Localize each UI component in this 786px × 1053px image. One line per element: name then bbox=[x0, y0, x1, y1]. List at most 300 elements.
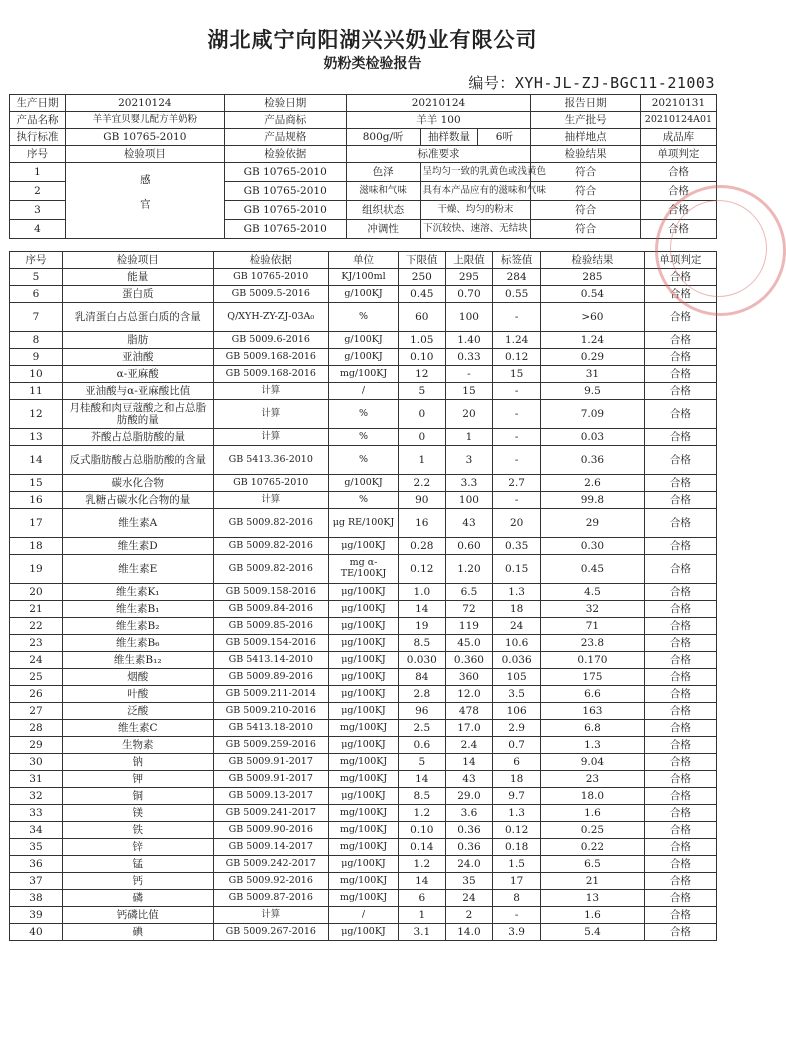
row-label-value: 1.3 bbox=[493, 584, 541, 601]
sample-qty: 6听 bbox=[495, 130, 513, 143]
company-name: 湖北咸宁向阳湖兴兴奶业有限公司 bbox=[207, 28, 538, 52]
row-lower: 1 bbox=[398, 907, 445, 924]
row-unit: μg/100KJ bbox=[329, 538, 399, 555]
row-lower: 14 bbox=[398, 771, 445, 788]
row-upper: 45.0 bbox=[445, 635, 493, 652]
row-upper: 0.36 bbox=[445, 839, 493, 856]
row-verdict: 合格 bbox=[644, 332, 716, 349]
row-unit: μg/100KJ bbox=[329, 924, 399, 941]
row-upper: 100 bbox=[445, 492, 493, 509]
row-requirement: 具有本产品应有的滋味和气味 bbox=[420, 182, 531, 201]
row-upper: 72 bbox=[445, 601, 493, 618]
row-result: 0.03 bbox=[540, 429, 644, 446]
row-no: 38 bbox=[10, 890, 63, 907]
row-label-value: 0.036 bbox=[493, 652, 541, 669]
row-result: 21 bbox=[540, 873, 644, 890]
table-row bbox=[10, 303, 717, 332]
table-row bbox=[10, 890, 717, 907]
row-label-value: 2.9 bbox=[493, 720, 541, 737]
row-result: >60 bbox=[540, 303, 644, 332]
row-label-value: 1.5 bbox=[493, 856, 541, 873]
row-unit: μg/100KJ bbox=[329, 601, 399, 618]
row-basis: GB 10765-2010 bbox=[224, 220, 346, 239]
row-verdict: 合格 bbox=[644, 383, 716, 400]
row-basis: GB 5009.211-2014 bbox=[213, 686, 329, 703]
row-upper: 2 bbox=[445, 907, 493, 924]
product-name-label: 产品名称 bbox=[10, 112, 66, 129]
row-requirement: 呈均匀一致的乳黄色或浅黄色 bbox=[420, 163, 531, 182]
row-item: 锰 bbox=[62, 856, 213, 873]
row-no: 11 bbox=[10, 383, 63, 400]
row-upper: 0.360 bbox=[445, 652, 493, 669]
table-row bbox=[10, 429, 717, 446]
row-upper: 100 bbox=[445, 303, 493, 332]
row-basis: GB 5413.14-2010 bbox=[213, 652, 329, 669]
row-unit: / bbox=[329, 907, 399, 924]
row-upper: 17.0 bbox=[445, 720, 493, 737]
row-basis: GB 5009.259-2016 bbox=[213, 737, 329, 754]
row-unit: / bbox=[329, 383, 399, 400]
col-item: 检验项目 bbox=[62, 252, 213, 269]
row-basis: GB 5009.242-2017 bbox=[213, 856, 329, 873]
row-lower: 0.14 bbox=[398, 839, 445, 856]
row-verdict: 合格 bbox=[644, 303, 716, 332]
col-result: 检验结果 bbox=[531, 146, 641, 163]
row-verdict: 合格 bbox=[644, 601, 716, 618]
row-label-value: 2.7 bbox=[493, 475, 541, 492]
row-verdict: 合格 bbox=[644, 555, 716, 584]
row-basis: 计算 bbox=[213, 429, 329, 446]
table-row bbox=[10, 446, 717, 475]
row-verdict: 合格 bbox=[644, 737, 716, 754]
row-result: 23.8 bbox=[540, 635, 644, 652]
row-lower: 96 bbox=[398, 703, 445, 720]
row-upper: 35 bbox=[445, 873, 493, 890]
row-upper: 0.33 bbox=[445, 349, 493, 366]
row-label-value: 3.9 bbox=[493, 924, 541, 941]
row-item: 生物素 bbox=[62, 737, 213, 754]
row-basis: GB 5009.82-2016 bbox=[213, 555, 329, 584]
row-verdict: 合格 bbox=[644, 873, 716, 890]
header-row-3 bbox=[10, 129, 717, 146]
row-requirement: 下沉较快、速溶、无结块 bbox=[420, 220, 531, 239]
col-verdict: 单项判定 bbox=[640, 146, 716, 163]
row-upper: 43 bbox=[445, 771, 493, 788]
row-upper: 14 bbox=[445, 754, 493, 771]
row-verdict: 合格 bbox=[644, 839, 716, 856]
table-row bbox=[10, 635, 717, 652]
standard-label: 执行标准 bbox=[10, 129, 66, 146]
col-result: 检验结果 bbox=[540, 252, 644, 269]
row-no: 40 bbox=[10, 924, 63, 941]
table-row bbox=[10, 509, 717, 538]
table-row bbox=[10, 703, 717, 720]
row-result: 4.5 bbox=[540, 584, 644, 601]
row-upper: 24.0 bbox=[445, 856, 493, 873]
row-item: 磷 bbox=[62, 890, 213, 907]
row-verdict: 合格 bbox=[644, 890, 716, 907]
row-lower: 0.45 bbox=[398, 286, 445, 303]
table-row bbox=[10, 669, 717, 686]
row-result: 5.4 bbox=[540, 924, 644, 941]
spec-label: 产品规格 bbox=[224, 129, 346, 146]
row-unit: mg/100KJ bbox=[329, 771, 399, 788]
row-upper: 1.40 bbox=[445, 332, 493, 349]
row-item: 维生素K₁ bbox=[62, 584, 213, 601]
row-verdict: 合格 bbox=[644, 822, 716, 839]
row-unit: % bbox=[329, 429, 399, 446]
spec: 800g/听 bbox=[347, 129, 420, 145]
row-basis: GB 5009.168-2016 bbox=[213, 349, 329, 366]
table-row bbox=[10, 652, 717, 669]
row-no: 29 bbox=[10, 737, 63, 754]
col-lower: 下限值 bbox=[398, 252, 445, 269]
table-row bbox=[10, 720, 717, 737]
row-upper: 3.6 bbox=[445, 805, 493, 822]
row-verdict: 合格 bbox=[644, 366, 716, 383]
row-basis: GB 5009.267-2016 bbox=[213, 924, 329, 941]
row-item: 维生素D bbox=[62, 538, 213, 555]
row-basis: GB 5009.14-2017 bbox=[213, 839, 329, 856]
row-item: 铜 bbox=[62, 788, 213, 805]
row-no: 12 bbox=[10, 400, 63, 429]
table-row bbox=[10, 538, 717, 555]
table-row bbox=[10, 555, 717, 584]
col-unit: 单位 bbox=[329, 252, 399, 269]
table-row bbox=[10, 873, 717, 890]
col-label-value: 标签值 bbox=[493, 252, 541, 269]
row-lower: 8.5 bbox=[398, 788, 445, 805]
row-item: 钾 bbox=[62, 771, 213, 788]
row-result: 0.170 bbox=[540, 652, 644, 669]
row-label-value: - bbox=[493, 492, 541, 509]
row-result: 285 bbox=[540, 269, 644, 286]
row-verdict: 合格 bbox=[644, 856, 716, 873]
row-upper: 478 bbox=[445, 703, 493, 720]
row-label-value: 0.12 bbox=[493, 349, 541, 366]
nutrient-header-row bbox=[10, 252, 717, 269]
row-no: 1 bbox=[10, 163, 66, 182]
report-title: 奶粉类检验报告 bbox=[323, 56, 422, 72]
row-label-value: 10.6 bbox=[493, 635, 541, 652]
row-verdict: 合格 bbox=[644, 907, 716, 924]
row-item: 铁 bbox=[62, 822, 213, 839]
row-verdict: 合格 bbox=[644, 669, 716, 686]
row-label-value: 6 bbox=[493, 754, 541, 771]
row-label-value: 0.7 bbox=[493, 737, 541, 754]
row-verdict: 合格 bbox=[644, 475, 716, 492]
row-verdict: 合格 bbox=[644, 703, 716, 720]
row-lower: 0 bbox=[398, 400, 445, 429]
row-no: 14 bbox=[10, 446, 63, 475]
row-no: 27 bbox=[10, 703, 63, 720]
row-label-value: 0.55 bbox=[493, 286, 541, 303]
row-basis: GB 5009.92-2016 bbox=[213, 873, 329, 890]
row-label-value: - bbox=[493, 303, 541, 332]
row-verdict: 合格 bbox=[640, 163, 716, 182]
col-item: 检验项目 bbox=[65, 146, 224, 163]
row-label-value: 106 bbox=[493, 703, 541, 720]
row-result: 符合 bbox=[531, 220, 641, 239]
row-no: 24 bbox=[10, 652, 63, 669]
row-result: 29 bbox=[540, 509, 644, 538]
row-lower: 1.2 bbox=[398, 805, 445, 822]
table-row bbox=[10, 839, 717, 856]
row-result: 13 bbox=[540, 890, 644, 907]
row-result: 0.29 bbox=[540, 349, 644, 366]
row-basis: Q/XYH-ZY-ZJ-03A₀ bbox=[213, 303, 329, 332]
report-date-label: 报告日期 bbox=[531, 95, 641, 112]
row-lower: 6 bbox=[398, 890, 445, 907]
row-item: 蛋白质 bbox=[62, 286, 213, 303]
report-date: 20210131 bbox=[640, 95, 716, 112]
row-lower: 250 bbox=[398, 269, 445, 286]
batch-label: 生产批号 bbox=[531, 112, 641, 129]
row-no: 23 bbox=[10, 635, 63, 652]
row-label-value: - bbox=[493, 429, 541, 446]
row-verdict: 合格 bbox=[644, 754, 716, 771]
row-lower: 14 bbox=[398, 873, 445, 890]
product-name: 羊羊宜贝婴儿配方羊奶粉 bbox=[65, 112, 224, 129]
row-upper: 29.0 bbox=[445, 788, 493, 805]
row-no: 33 bbox=[10, 805, 63, 822]
col-basis: 检验依据 bbox=[213, 252, 329, 269]
row-result: 18.0 bbox=[540, 788, 644, 805]
row-verdict: 合格 bbox=[644, 805, 716, 822]
row-unit: mg/100KJ bbox=[329, 366, 399, 383]
row-label-value: 0.18 bbox=[493, 839, 541, 856]
row-label-value: 284 bbox=[493, 269, 541, 286]
row-unit: % bbox=[329, 303, 399, 332]
row-upper: 360 bbox=[445, 669, 493, 686]
header-and-sensory-table bbox=[9, 94, 717, 239]
header-row-2 bbox=[10, 112, 717, 129]
brand-label: 产品商标 bbox=[224, 112, 346, 129]
row-result: 0.22 bbox=[540, 839, 644, 856]
row-label-value: - bbox=[493, 383, 541, 400]
row-unit: g/100KJ bbox=[329, 332, 399, 349]
row-verdict: 合格 bbox=[644, 286, 716, 303]
row-lower: 5 bbox=[398, 383, 445, 400]
row-no: 21 bbox=[10, 601, 63, 618]
row-lower: 2.2 bbox=[398, 475, 445, 492]
row-result: 2.6 bbox=[540, 475, 644, 492]
row-basis: GB 10765-2010 bbox=[213, 475, 329, 492]
spec-sample-cell bbox=[347, 129, 531, 145]
row-no: 17 bbox=[10, 509, 63, 538]
row-basis: GB 5009.82-2016 bbox=[213, 509, 329, 538]
row-basis: GB 5009.85-2016 bbox=[213, 618, 329, 635]
row-basis: GB 5009.241-2017 bbox=[213, 805, 329, 822]
row-item: 泛酸 bbox=[62, 703, 213, 720]
row-verdict: 合格 bbox=[644, 584, 716, 601]
row-unit: % bbox=[329, 446, 399, 475]
row-unit: mg/100KJ bbox=[329, 873, 399, 890]
row-basis: GB 5413.18-2010 bbox=[213, 720, 329, 737]
table-row bbox=[10, 788, 717, 805]
row-item: 月桂酸和肉豆蔻酸之和占总脂肪酸的量 bbox=[62, 400, 213, 429]
row-lower: 0 bbox=[398, 429, 445, 446]
row-result: 9.04 bbox=[540, 754, 644, 771]
row-basis: GB 5009.210-2016 bbox=[213, 703, 329, 720]
row-no: 4 bbox=[10, 220, 66, 239]
table-row bbox=[10, 349, 717, 366]
row-result: 9.5 bbox=[540, 383, 644, 400]
row-item: 叶酸 bbox=[62, 686, 213, 703]
row-unit: % bbox=[329, 400, 399, 429]
row-no: 5 bbox=[10, 269, 63, 286]
row-no: 34 bbox=[10, 822, 63, 839]
row-basis: 计算 bbox=[213, 492, 329, 509]
row-label-value: 20 bbox=[493, 509, 541, 538]
row-no: 6 bbox=[10, 286, 63, 303]
row-unit: mg/100KJ bbox=[329, 720, 399, 737]
row-label-value: 8 bbox=[493, 890, 541, 907]
table-row bbox=[10, 332, 717, 349]
row-no: 10 bbox=[10, 366, 63, 383]
row-result: 1.6 bbox=[540, 907, 644, 924]
row-result: 32 bbox=[540, 601, 644, 618]
row-result: 6.5 bbox=[540, 856, 644, 873]
prod-date-label: 生产日期 bbox=[10, 95, 66, 112]
table-row bbox=[10, 907, 717, 924]
table-row bbox=[10, 686, 717, 703]
row-verdict: 合格 bbox=[644, 538, 716, 555]
col-requirement: 标准要求 bbox=[346, 146, 531, 163]
row-unit: μg/100KJ bbox=[329, 788, 399, 805]
row-label-value: 17 bbox=[493, 873, 541, 890]
row-label-value: 0.35 bbox=[493, 538, 541, 555]
row-result: 0.30 bbox=[540, 538, 644, 555]
row-upper: 1 bbox=[445, 429, 493, 446]
row-no: 30 bbox=[10, 754, 63, 771]
row-label-value: 105 bbox=[493, 669, 541, 686]
row-unit: g/100KJ bbox=[329, 286, 399, 303]
row-result: 符合 bbox=[531, 182, 641, 201]
row-verdict: 合格 bbox=[644, 429, 716, 446]
row-unit: μg/100KJ bbox=[329, 584, 399, 601]
row-basis: GB 5009.84-2016 bbox=[213, 601, 329, 618]
row-result: 7.09 bbox=[540, 400, 644, 429]
row-basis: GB 5009.154-2016 bbox=[213, 635, 329, 652]
row-upper: 3.3 bbox=[445, 475, 493, 492]
row-no: 3 bbox=[10, 201, 66, 220]
row-basis: GB 5413.36-2010 bbox=[213, 446, 329, 475]
row-no: 22 bbox=[10, 618, 63, 635]
row-verdict: 合格 bbox=[644, 349, 716, 366]
row-basis: GB 10765-2010 bbox=[224, 201, 346, 220]
row-upper: 3 bbox=[445, 446, 493, 475]
row-lower: 0.10 bbox=[398, 349, 445, 366]
row-no: 2 bbox=[10, 182, 66, 201]
standard: GB 10765-2010 bbox=[65, 129, 224, 146]
sample-loc-label: 抽样地点 bbox=[531, 129, 641, 146]
row-result: 0.54 bbox=[540, 286, 644, 303]
row-unit: μg/100KJ bbox=[329, 703, 399, 720]
row-basis: GB 5009.82-2016 bbox=[213, 538, 329, 555]
row-upper: - bbox=[445, 366, 493, 383]
row-label-value: 0.15 bbox=[493, 555, 541, 584]
row-upper: 14.0 bbox=[445, 924, 493, 941]
row-lower: 8.5 bbox=[398, 635, 445, 652]
row-no: 31 bbox=[10, 771, 63, 788]
row-no: 9 bbox=[10, 349, 63, 366]
table-row bbox=[10, 366, 717, 383]
row-label-value: 9.7 bbox=[493, 788, 541, 805]
row-unit: mg/100KJ bbox=[329, 822, 399, 839]
row-item: 维生素B₂ bbox=[62, 618, 213, 635]
row-item: 乳清蛋白占总蛋白质的含量 bbox=[62, 303, 213, 332]
test-date: 20210124 bbox=[346, 95, 531, 112]
row-no: 36 bbox=[10, 856, 63, 873]
row-no: 19 bbox=[10, 555, 63, 584]
row-verdict: 合格 bbox=[644, 492, 716, 509]
row-lower: 0.6 bbox=[398, 737, 445, 754]
table-row bbox=[10, 163, 717, 182]
row-basis: GB 5009.13-2017 bbox=[213, 788, 329, 805]
row-attribute: 组织状态 bbox=[346, 201, 420, 220]
row-lower: 5 bbox=[398, 754, 445, 771]
row-lower: 16 bbox=[398, 509, 445, 538]
row-unit: μg RE/100KJ bbox=[329, 509, 399, 538]
row-lower: 1.2 bbox=[398, 856, 445, 873]
row-lower: 14 bbox=[398, 601, 445, 618]
document-number-label: 编号： bbox=[468, 74, 515, 92]
row-upper: 0.36 bbox=[445, 822, 493, 839]
row-lower: 2.8 bbox=[398, 686, 445, 703]
row-basis: GB 5009.90-2016 bbox=[213, 822, 329, 839]
col-verdict: 单项判定 bbox=[644, 252, 716, 269]
row-unit: μg/100KJ bbox=[329, 737, 399, 754]
document-number bbox=[468, 72, 715, 93]
row-result: 0.25 bbox=[540, 822, 644, 839]
row-lower: 12 bbox=[398, 366, 445, 383]
row-label-value: 1.24 bbox=[493, 332, 541, 349]
row-basis: 计算 bbox=[213, 907, 329, 924]
row-upper: 12.0 bbox=[445, 686, 493, 703]
row-basis: 计算 bbox=[213, 400, 329, 429]
table-row bbox=[10, 805, 717, 822]
row-verdict: 合格 bbox=[644, 788, 716, 805]
row-item: 脂肪 bbox=[62, 332, 213, 349]
sensory-category-text: 感官 bbox=[138, 174, 151, 224]
row-upper: 43 bbox=[445, 509, 493, 538]
row-basis: GB 10765-2010 bbox=[213, 269, 329, 286]
row-unit: mg/100KJ bbox=[329, 839, 399, 856]
row-unit: mg α-TE/100KJ bbox=[329, 555, 399, 584]
row-lower: 0.28 bbox=[398, 538, 445, 555]
row-label-value: - bbox=[493, 400, 541, 429]
row-result: 99.8 bbox=[540, 492, 644, 509]
row-upper: 0.70 bbox=[445, 286, 493, 303]
row-unit: μg/100KJ bbox=[329, 652, 399, 669]
row-result: 6.6 bbox=[540, 686, 644, 703]
row-label-value: 0.12 bbox=[493, 822, 541, 839]
row-verdict: 合格 bbox=[644, 652, 716, 669]
row-no: 7 bbox=[10, 303, 63, 332]
row-result: 71 bbox=[540, 618, 644, 635]
row-label-value: 15 bbox=[493, 366, 541, 383]
row-attribute: 滋味和气味 bbox=[346, 182, 420, 201]
table-row bbox=[10, 601, 717, 618]
row-unit: μg/100KJ bbox=[329, 686, 399, 703]
row-result: 0.36 bbox=[540, 446, 644, 475]
row-label-value: 18 bbox=[493, 601, 541, 618]
row-lower: 0.030 bbox=[398, 652, 445, 669]
row-result: 1.3 bbox=[540, 737, 644, 754]
row-verdict: 合格 bbox=[640, 182, 716, 201]
row-verdict: 合格 bbox=[640, 201, 716, 220]
